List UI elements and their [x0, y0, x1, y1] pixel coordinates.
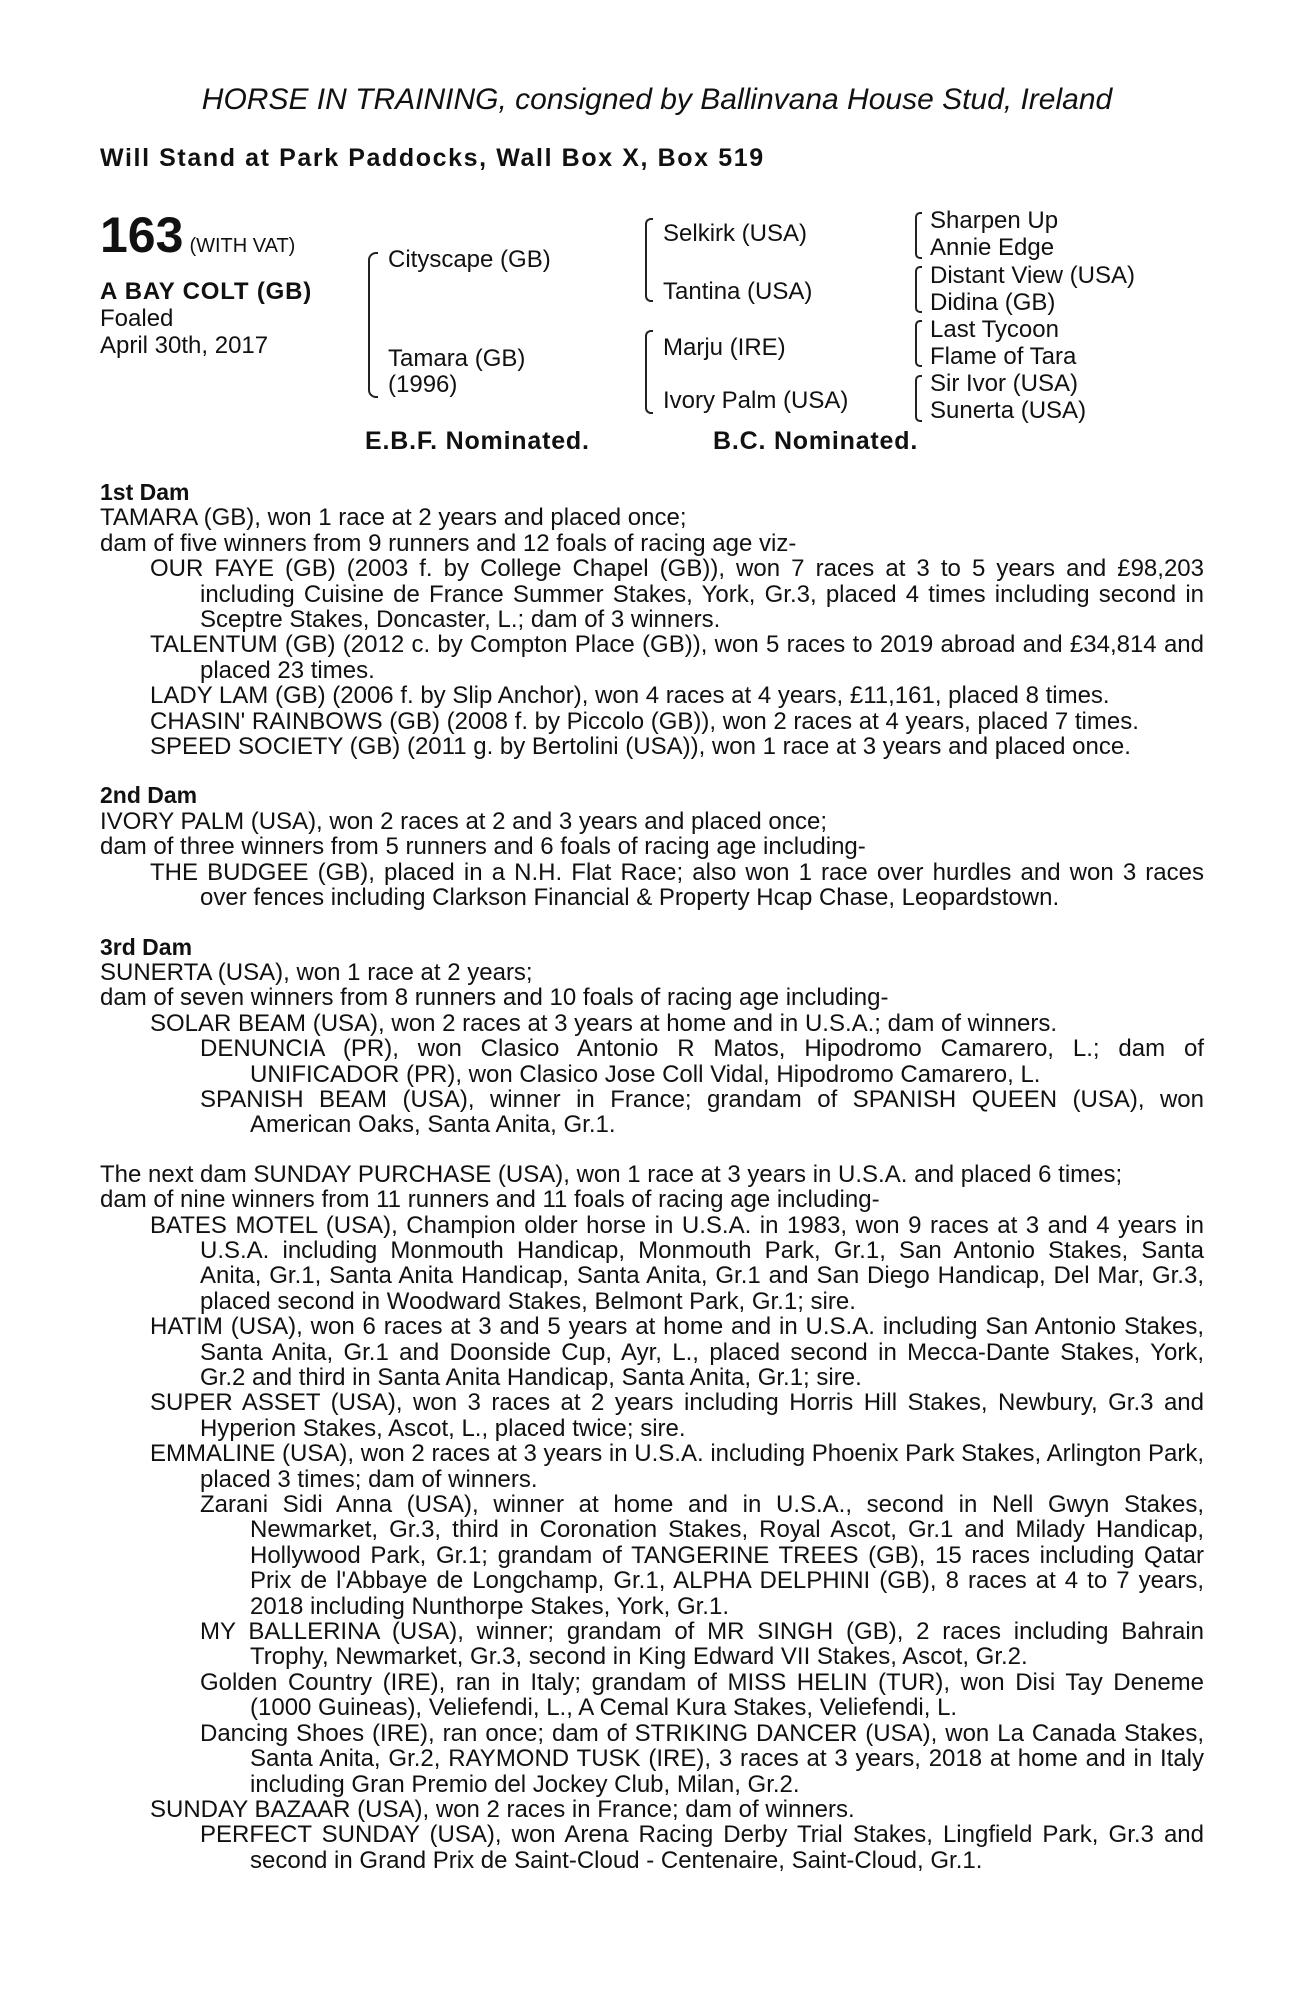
- produce-record: [100, 480, 1204, 1873]
- dam-sire: Marju (IRE): [663, 334, 786, 361]
- foaled-label: Foaled: [100, 305, 174, 332]
- produce-entry: CHASIN' RAINBOWS (GB) (2008 f. by Piccolo (GB)), won 2 races at 4 years, placed 7 times.: [150, 707, 1139, 735]
- produce-entry: SPEED SOCIETY (GB) (2011 g. by Bertolini (USA)), won 1 race at 3 years and placed once.: [150, 733, 1131, 761]
- bracket-g2: [915, 266, 922, 313]
- bracket-sire: [645, 218, 653, 302]
- second-dam-title: 2nd Dam: [100, 782, 198, 809]
- produce-entry: SUNDAY BAZAAR (USA), won 2 races in France; dam of winners.: [150, 1795, 855, 1823]
- granddam-line-5: Last Tycoon: [930, 316, 1059, 343]
- produce-entry: Dancing Shoes (IRE), ran once; dam of STRIKING DANCER (USA), won La Canada Stakes, Santa Anita, Gr.2, RAYMOND TUSK (IRE), 3 races at 3 years, 2018 at home and in Italy including Gran Premio del Jockey Club, Milan, Gr.2.: [200, 1719, 1204, 1798]
- bracket-g1: [915, 212, 922, 259]
- second-dam-section: [100, 783, 1204, 910]
- produce-entry: EMMALINE (USA), won 2 races at 3 years in U.S.A. including Phoenix Park Stakes, Arlington Park, placed 3 times; dam of winners.: [150, 1440, 1204, 1493]
- ebf-nominated: E.B.F. Nominated.: [365, 427, 590, 455]
- dam-year: (1996): [388, 371, 458, 398]
- produce-entry: MY BALLERINA (USA), winner; grandam of MR SINGH (GB), 2 races including Bahrain Trophy, Newmarket, Gr.3, second in King Edward VII Stakes, Ascot, Gr.2.: [200, 1618, 1204, 1671]
- produce-entry: Golden Country (IRE), ran in Italy; grandam of MISS HELIN (TUR), won Disi Tay Deneme (1000 Guineas), Veliefendi, L., A Cemal Kura Stakes, Veliefendi, L.: [200, 1668, 1204, 1722]
- stand-location: Will Stand at Park Paddocks, Wall Box X, Box 519: [100, 144, 765, 172]
- produce-entry: LADY LAM (GB) (2006 f. by Slip Anchor), won 4 races at 4 years, £11,161, placed 8 times.: [150, 682, 1110, 710]
- bracket-g3: [915, 320, 922, 367]
- foaled-date: April 30th, 2017: [100, 332, 269, 359]
- first-dam-title: 1st Dam: [100, 479, 190, 505]
- granddam-line-1: Sharpen Up: [930, 207, 1059, 234]
- bracket-dam: [645, 330, 653, 414]
- produce-entry: HATIM (USA), won 6 races at 3 and 5 years at home and in U.S.A. including San Antonio Stakes, Santa Anita, Gr.1 and Doonside Cup, Ayr, L., placed second in Mecca-Dante Stakes, York, Gr.2 and third in Santa Anita Handicap, Santa Anita, Gr.1; sire.: [150, 1313, 1204, 1391]
- sire-sire: Selkirk (USA): [663, 220, 808, 247]
- next-dam-line: The next dam SUNDAY PURCHASE (USA), won 1 race at 3 years in U.S.A. and placed 6 times;: [100, 1160, 1123, 1188]
- granddam-line-4: Didina (GB): [930, 289, 1056, 316]
- next-dam-section: [100, 1162, 1204, 1873]
- granddam-line-6: Flame of Tara: [930, 343, 1077, 370]
- produce-entry: PERFECT SUNDAY (USA), won Arena Racing Derby Trial Stakes, Lingfield Park, Gr.3 and second in Grand Prix de Saint-Cloud - Centenaire, Saint-Cloud, Gr.1.: [200, 1821, 1204, 1874]
- second-dam-summary: dam of three winners from 5 runners and 6 foals of racing age including-: [100, 833, 866, 861]
- lot-number: 163: [100, 207, 184, 263]
- sire-dam: Tantina (USA): [663, 278, 813, 305]
- granddam-line-8: Sunerta (USA): [930, 397, 1087, 424]
- horse-description: A BAY COLT (GB): [100, 278, 313, 305]
- next-dam-summary: dam of nine winners from 11 runners and 11 foals of racing age including-: [100, 1186, 880, 1214]
- produce-entry: Zarani Sidi Anna (USA), winner at home and in U.S.A., second in Nell Gwyn Stakes, Newmarket, Gr.3, third in Coronation Stakes, Royal Ascot, Gr.1 and Milady Handicap, Hollywood Park, Gr.1; grandam of TANGERINE TREES (GB), 15 races including Qatar Prix de l'Abbaye de Longchamp, Gr.1, ALPHA DELPHINI (GB), 8 races at 4 to 7 years, 2018 including Nunthorpe Stakes, York, Gr.1.: [200, 1491, 1204, 1620]
- first-dam-section: [100, 480, 1204, 759]
- sire: Cityscape (GB): [388, 246, 551, 273]
- bracket-g4: [915, 375, 922, 422]
- third-dam-section: [100, 935, 1204, 1138]
- produce-entry: BATES MOTEL (USA), Champion older horse in U.S.A. in 1983, won 9 races at 3 and 4 years in U.S.A. including Monmouth Handicap, Monmouth Park, Gr.1, San Antonio Stakes, Santa Anita, Gr.1, Santa Anita Handicap, Santa Anita, Gr.1 and San Diego Handicap, Del Mar, Gr.3, placed second in Woodward Stakes, Belmont Park, Gr.1; sire.: [150, 1211, 1204, 1315]
- produce-entry: SOLAR BEAM (USA), won 2 races at 3 years at home and in U.S.A.; dam of winners.: [150, 1009, 1058, 1037]
- produce-entry: SPANISH BEAM (USA), winner in France; grandam of SPANISH QUEEN (USA), won American Oaks, Santa Anita, Gr.1.: [200, 1085, 1204, 1139]
- bracket-gen1: [368, 252, 378, 398]
- dam: Tamara (GB): [388, 345, 526, 372]
- horse-details: [100, 278, 312, 359]
- produce-entry: OUR FAYE (GB) (2003 f. by College Chapel (GB)), won 7 races at 3 to 5 years and £98,203 including Cuisine de France Summer Stakes, York, Gr.3, placed 4 times including second in Sceptre Stakes, Doncaster, L.; dam of 3 winners.: [150, 555, 1204, 634]
- third-dam-title: 3rd Dam: [100, 933, 193, 960]
- vat-note: (WITH VAT): [189, 235, 296, 257]
- dam-dam: Ivory Palm (USA): [663, 387, 849, 414]
- produce-entry: DENUNCIA (PR), won Clasico Antonio R Matos, Hipodromo Camarero, L.; dam of UNIFICADOR (PR), won Clasico Jose Coll Vidal, Hipodromo Camarero, L.: [200, 1035, 1204, 1088]
- page-title: HORSE IN TRAINING, consigned by Ballinvana House Stud, Ireland: [201, 83, 1113, 116]
- produce-entry: TALENTUM (GB) (2012 c. by Compton Place (GB)), won 5 races to 2019 abroad and £34,814 and placed 23 times.: [150, 631, 1204, 684]
- granddam-line-2: Annie Edge: [930, 234, 1055, 261]
- first-dam-line: TAMARA (GB), won 1 race at 2 years and placed once;: [100, 504, 687, 532]
- granddam-line-3: Distant View (USA): [930, 262, 1135, 289]
- lot-heading: [100, 207, 296, 263]
- granddam-line-7: Sir Ivor (USA): [930, 370, 1079, 397]
- second-dam-line: IVORY PALM (USA), won 2 races at 2 and 3 years and placed once;: [100, 807, 828, 835]
- produce-entry: THE BUDGEE (GB), placed in a N.H. Flat Race; also won 1 race over hurdles and won 3 races over fences including Clarkson Financial & Property Hcap Chase, Leopardstown.: [150, 858, 1204, 912]
- produce-entry: SUPER ASSET (USA), won 3 races at 2 years including Horris Hill Stakes, Newbury, Gr.3 and Hyperion Stakes, Ascot, L., placed twice; sire.: [150, 1389, 1204, 1442]
- third-dam-summary: dam of seven winners from 8 runners and 10 foals of racing age including-: [100, 984, 889, 1012]
- bc-nominated: B.C. Nominated.: [713, 427, 919, 455]
- first-dam-summary: dam of five winners from 9 runners and 12 foals of racing age viz-: [100, 529, 797, 557]
- third-dam-line: SUNERTA (USA), won 1 race at 2 years;: [100, 958, 533, 986]
